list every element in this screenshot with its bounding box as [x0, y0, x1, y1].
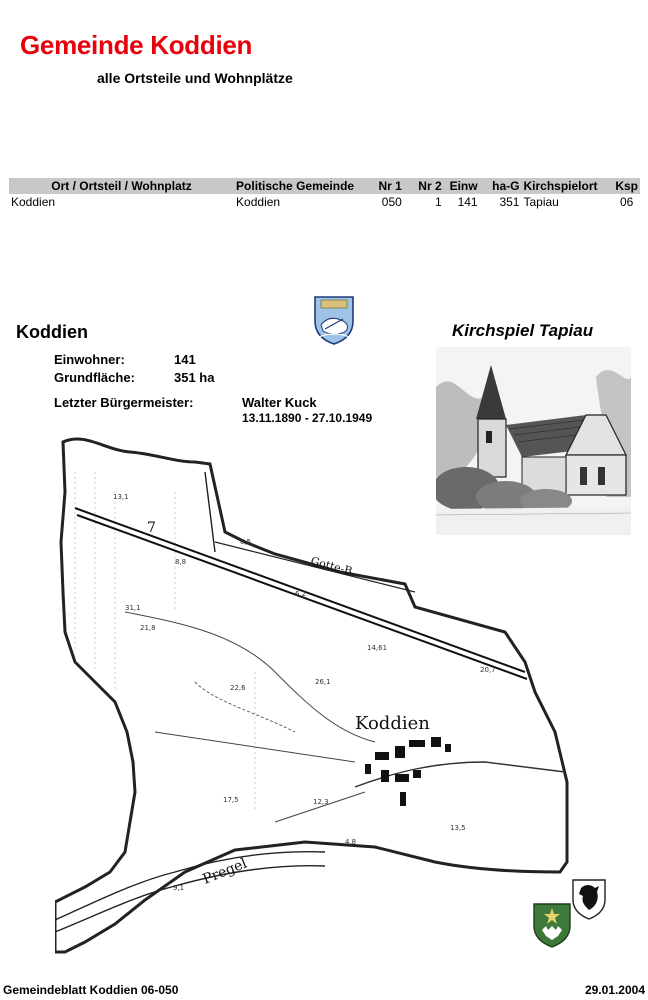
column-header: ha-G — [480, 178, 522, 194]
elevation-label: 12,3 — [313, 798, 329, 806]
coat-of-arms-icon — [313, 295, 355, 345]
elevation-label: 26,1 — [315, 678, 331, 686]
table-cell: Tapiau — [523, 195, 559, 209]
elk-crest-icon — [532, 902, 572, 948]
elevation-label: 9,1 — [173, 884, 185, 892]
mayor-name: Walter Kuck — [242, 395, 317, 410]
table-cell: 06 — [619, 195, 634, 209]
elevation-label: 8,8 — [175, 558, 187, 566]
column-header: Politische Gemeinde — [234, 178, 370, 194]
elevation-label: 13,5 — [450, 824, 466, 832]
column-header: Einw — [444, 178, 480, 194]
kirchspiel-title: Kirchspiel Tapiau — [452, 321, 594, 340]
elevation-label: 13,1 — [113, 493, 129, 501]
page-title: Gemeinde Koddien — [20, 30, 253, 60]
inhabitants-value: 141 — [174, 352, 196, 367]
places-table — [9, 178, 640, 210]
area-value: 351 ha — [174, 370, 215, 385]
mayor-term: 13.11.1890 - 27.10.1949 — [242, 411, 373, 425]
column-header: Kirchspielort — [521, 178, 613, 194]
footer-date: 29.01.2004 — [584, 983, 645, 997]
table-cell: Koddien — [11, 195, 56, 209]
elevation-label: 31,1 — [125, 604, 141, 612]
table-cell: 141 — [457, 195, 478, 209]
mayor-label: Letzter Bürgermeister: — [54, 395, 194, 410]
elevation-label: 14,61 — [367, 644, 388, 652]
place-name: Koddien — [16, 322, 88, 342]
elevation-label: 6,5 — [240, 538, 252, 546]
column-header: Ksp — [615, 179, 638, 193]
table-header-row — [9, 178, 640, 194]
river-label: Pregel — [200, 855, 250, 888]
column-header: Nr 2 — [404, 178, 444, 194]
road-number-label: 7 — [147, 520, 156, 536]
elevation-label: 17,5 — [223, 796, 239, 804]
table-cell: 050 — [381, 195, 402, 209]
stream-label: Gotte-B. — [309, 554, 358, 579]
elevation-label: 20,7 — [480, 666, 496, 674]
footer-document-id: Gemeindeblatt Koddien 06-050 — [3, 983, 179, 997]
village-map — [55, 432, 570, 972]
eagle-crest-icon — [571, 878, 607, 920]
area-label: Grundfläche: — [54, 370, 135, 385]
column-header: Nr 1 — [370, 178, 404, 194]
table-cell: 351 — [499, 195, 520, 209]
village-label: Koddien — [355, 713, 430, 734]
elevation-label: 6,2 — [295, 590, 307, 598]
page-subtitle: alle Ortsteile und Wohnplätze — [97, 70, 293, 86]
inhabitants-label: Einwohner: — [54, 352, 125, 367]
table-cell: 1 — [434, 195, 442, 209]
column-header: Ort / Ortsteil / Wohnplatz — [9, 178, 234, 194]
elevation-label: 4,8 — [345, 838, 357, 846]
elevation-label: 21,8 — [140, 624, 156, 632]
elevation-label: 22,6 — [230, 684, 246, 692]
table-cell: Koddien — [236, 195, 281, 209]
table-row — [9, 194, 640, 210]
